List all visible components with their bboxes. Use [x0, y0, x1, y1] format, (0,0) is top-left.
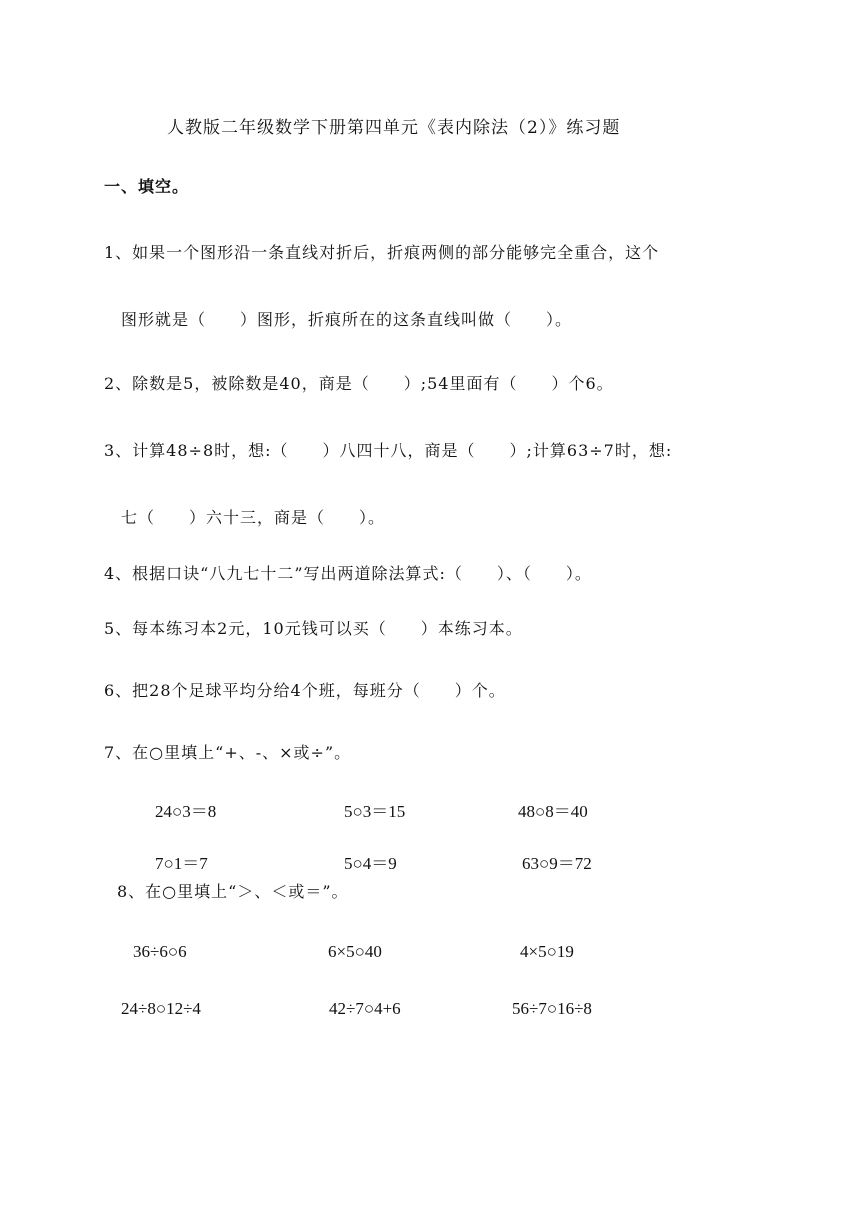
q8-expression: 24÷8○12÷4	[121, 999, 201, 1018]
worksheet-title: 人教版二年级数学下册第四单元《表内除法（2）》练习题	[167, 118, 621, 138]
q8-expression: 56÷7○16÷8	[512, 999, 592, 1018]
question-3-line-1: 3、计算48÷8时，想:（ ）八四十八，商是（ ）;计算63÷7时，想:	[104, 441, 673, 460]
question-8: 8、在○里填上“＞、＜或＝”。	[117, 882, 349, 901]
q7-expression: 48○8＝40	[518, 802, 588, 821]
question-2: 2、除数是5，被除数是40，商是（ ）;54里面有（ ）个6。	[104, 374, 614, 393]
question-1-line-1: 1、如果一个图形沿一条直线对折后，折痕两侧的部分能够完全重合，这个	[104, 243, 660, 262]
q8-expression: 6×5○40	[328, 942, 382, 961]
q8-expression: 36÷6○6	[133, 942, 187, 961]
q7-expression: 63○9＝72	[522, 854, 592, 873]
q7-expression: 24○3＝8	[155, 802, 217, 821]
q8-expression: 42÷7○4+6	[329, 999, 401, 1018]
question-5: 5、每本练习本2元，10元钱可以买（ ）本练习本。	[104, 619, 523, 638]
question-1-line-2: 图形就是（ ）图形，折痕所在的这条直线叫做（ ）。	[121, 310, 573, 329]
q7-expression: 7○1＝7	[155, 854, 208, 873]
q7-expression: 5○3＝15	[344, 802, 406, 821]
q7-expression: 5○4＝9	[344, 854, 397, 873]
q8-expression: 4×5○19	[520, 942, 574, 961]
question-7: 7、在○里填上“+、-、×或÷”。	[104, 743, 352, 762]
question-6: 6、把28个足球平均分给4个班，每班分（ ）个。	[104, 681, 506, 700]
question-3-line-2: 七（ ）六十三，商是（ ）。	[121, 508, 386, 527]
question-4: 4、根据口诀“八九七十二”写出两道除法算式:（ ）、（ ）。	[104, 564, 592, 583]
section-heading: 一、填空。	[104, 177, 190, 196]
